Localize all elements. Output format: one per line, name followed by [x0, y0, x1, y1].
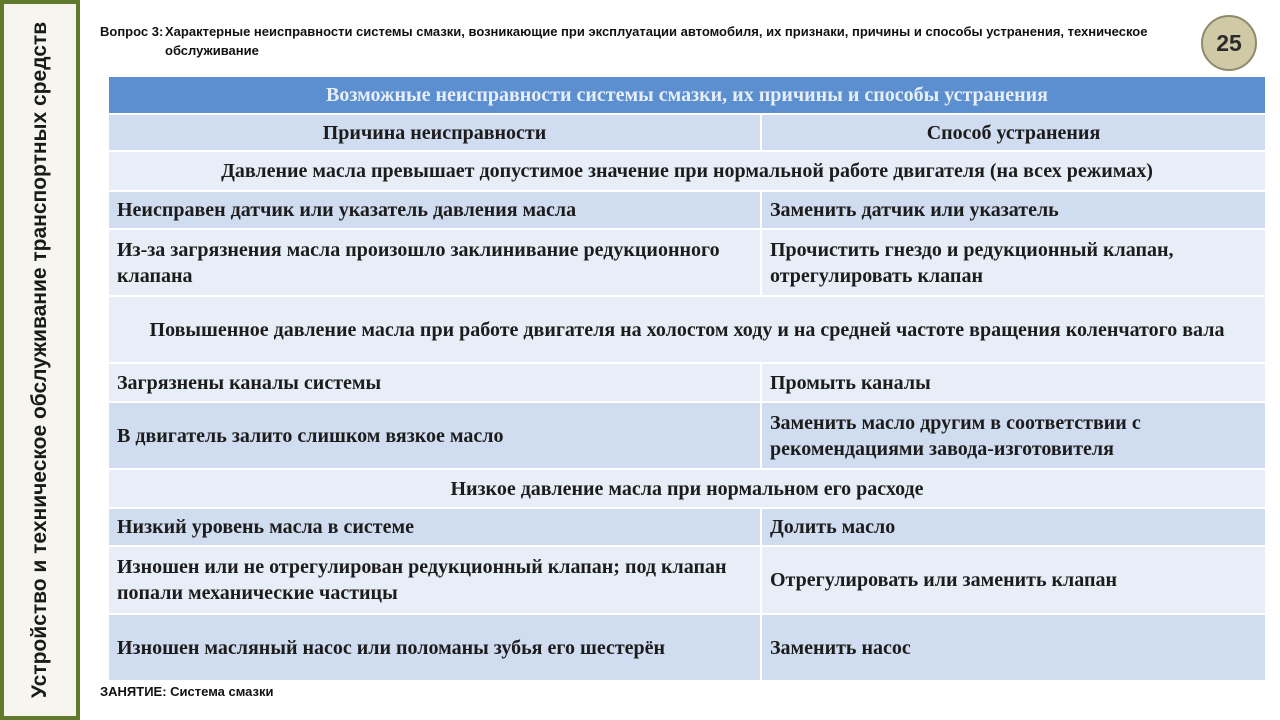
column-header-cause: Причина неисправности [108, 114, 761, 151]
footer-lesson-label: ЗАНЯТИЕ: Система смазки [100, 684, 274, 699]
table-row [108, 191, 1266, 229]
remedy-cell: Заменить насос [761, 614, 1266, 681]
question-label: Вопрос 3: [100, 24, 164, 39]
slide-number-badge: 25 [1201, 15, 1257, 71]
remedy-cell: Прочистить гнездо и редукционный клапан, отрегулировать клапан [761, 229, 1266, 296]
remedy-cell: Промыть каналы [761, 363, 1266, 402]
table-row [108, 402, 1266, 469]
group-heading: Низкое давление масла при нормальном его расходе [108, 469, 1266, 508]
cause-cell: Изношен или не отрегулирован редукционный клапан; под клапан попали механические частицы [108, 546, 761, 614]
column-header-remedy: Способ устранения [761, 114, 1266, 151]
sidebar [0, 0, 80, 720]
sidebar-title: Устройство и техническое обслуживание транспортных средств [28, 21, 51, 699]
group-heading: Повышенное давление масла при работе двигателя на холостом ходу и на средней частоте вращения коленчатого вала [108, 296, 1266, 363]
cause-cell: Низкий уровень масла в системе [108, 508, 761, 546]
question-text: Характерные неисправности системы смазки, возникающие при эксплуатации автомобиля, их признаки, причины и способы устранения, техническое обслуживание [165, 24, 1148, 58]
cause-cell: Загрязнены каналы системы [108, 363, 761, 402]
table-row [108, 229, 1266, 296]
group-heading-row [108, 469, 1266, 508]
table-row [108, 546, 1266, 614]
group-heading-row [108, 151, 1266, 191]
cause-cell: В двигатель залито слишком вязкое масло [108, 402, 761, 469]
table-row [108, 614, 1266, 681]
remedy-cell: Отрегулировать или заменить клапан [761, 546, 1266, 614]
table-header-row [108, 114, 1266, 151]
remedy-cell: Долить масло [761, 508, 1266, 546]
remedy-cell: Заменить датчик или указатель [761, 191, 1266, 229]
remedy-cell: Заменить масло другим в соответствии с рекомендациями завода-изготовителя [761, 402, 1266, 469]
group-heading: Давление масла превышает допустимое значение при нормальной работе двигателя (на всех режимах) [108, 151, 1266, 191]
cause-cell: Неисправен датчик или указатель давления масла [108, 191, 761, 229]
table-row [108, 508, 1266, 546]
malfunctions-table [107, 75, 1267, 682]
cause-cell: Из-за загрязнения масла произошло заклинивание редукционного клапана [108, 229, 761, 296]
table-title: Возможные неисправности системы смазки, их причины и способы устранения [108, 76, 1266, 114]
table-title-row [108, 76, 1266, 114]
group-heading-row [108, 296, 1266, 363]
table-row [108, 363, 1266, 402]
question-heading [100, 22, 1180, 60]
cause-cell: Изношен масляный насос или поломаны зубья его шестерён [108, 614, 761, 681]
